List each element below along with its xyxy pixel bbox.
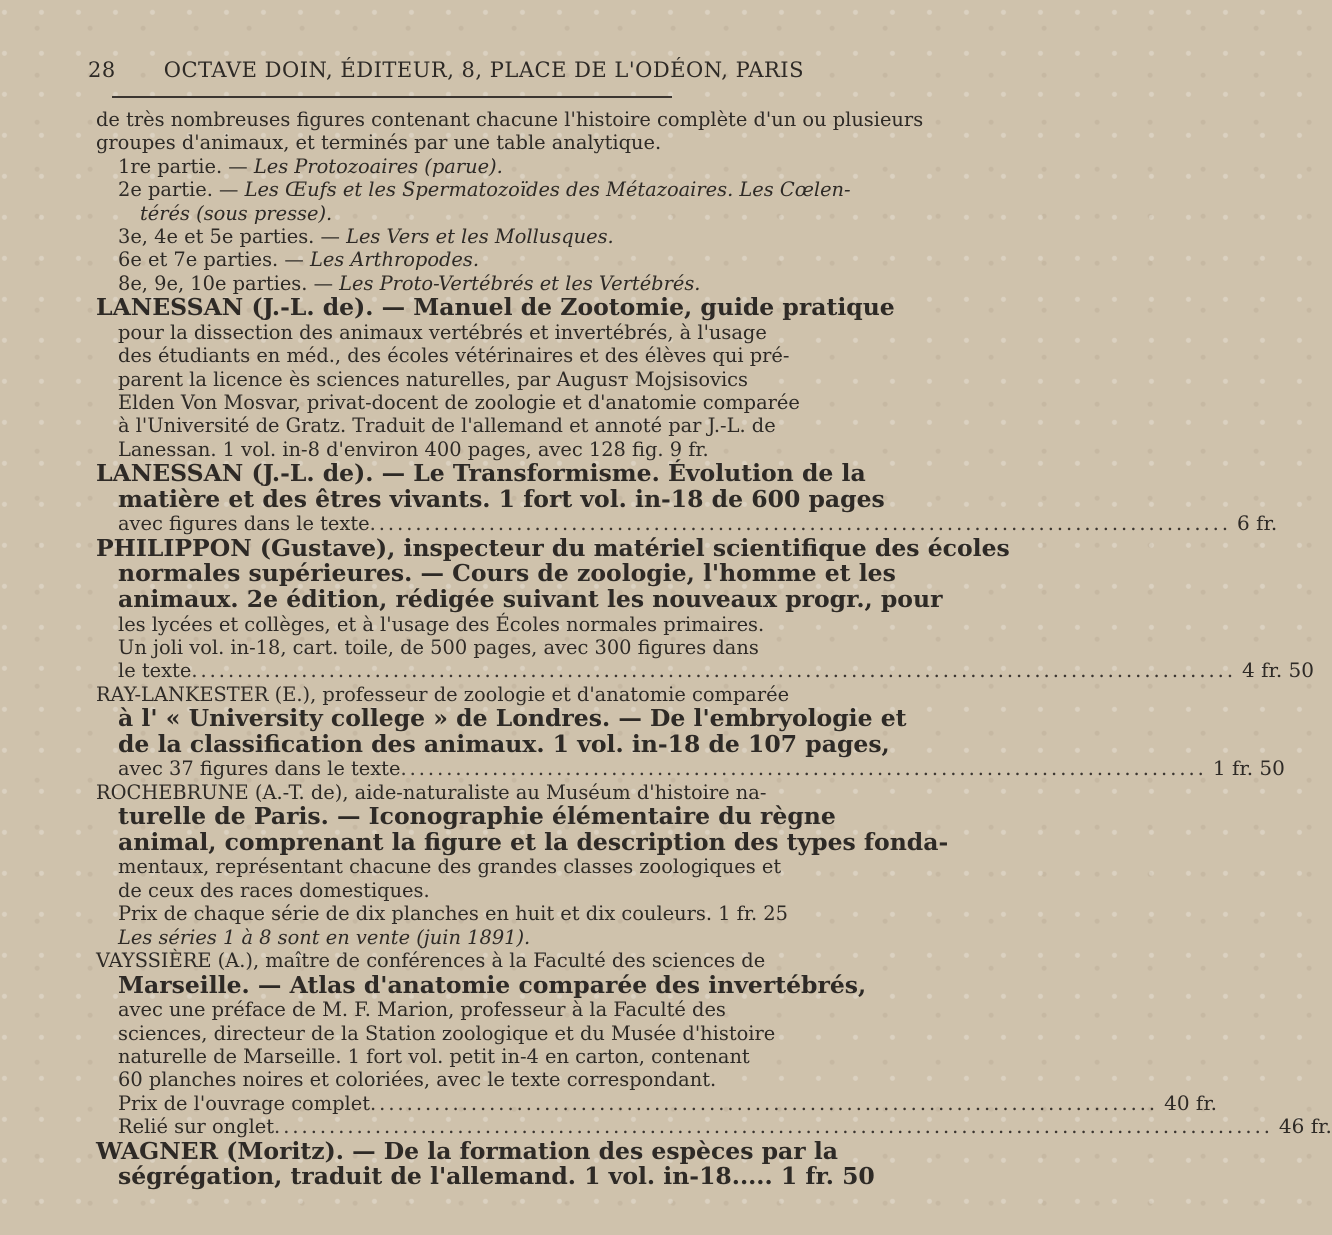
leader-dots: ............................................................................................................. bbox=[274, 1115, 1273, 1139]
price: 4 fr. 50 bbox=[1241, 658, 1314, 683]
entry-line: avec une préface de M. F. Marion, professeur à la Faculté des bbox=[118, 998, 726, 1022]
entry-line: de la classification des animaux. 1 vol. in-18 de 107 pages, bbox=[118, 729, 890, 758]
leader-dots: ........................................................................................ bbox=[400, 757, 1207, 781]
page-header bbox=[88, 58, 804, 82]
entry-line: les lycées et collèges, et à l'usage des Écoles normales primaires. bbox=[118, 612, 765, 636]
part-line: 1re partie. — Les Protozoaires (parue). bbox=[118, 154, 503, 178]
entry-line: Lanessan. 1 vol. in-8 d'environ 400 pages, avec 128 fig. 9 fr. bbox=[118, 437, 709, 461]
price-label: Relié sur onglet bbox=[118, 1115, 275, 1139]
entry-line: pour la dissection des animaux vertébrés et invertébrés, à l'usage bbox=[118, 320, 767, 344]
price-line bbox=[96, 1090, 1218, 1115]
entry-line: Marseille. — Atlas d'anatomie comparée des invertébrés, bbox=[118, 970, 867, 999]
price: 46 fr. bbox=[1278, 1114, 1332, 1139]
price-line bbox=[96, 756, 1285, 781]
entry-line: Elden Von Mosvar, privat-docent de zoologie et d'anatomie comparée bbox=[118, 391, 800, 415]
entry-heading: VAYSSIÈRE (A.), maître de conférences à la Faculté des sciences de bbox=[96, 949, 766, 973]
price-line bbox=[96, 511, 1278, 536]
catalog-body bbox=[96, 108, 1332, 1191]
entry-line: des étudiants en méd., des écoles vétérinaires et des élèves qui pré- bbox=[118, 344, 790, 368]
leader-dots: .................................................................................................................. bbox=[191, 659, 1236, 683]
entry-line: Un joli vol. in-18, cart. toile, de 500 pages, avec 300 figures dans bbox=[118, 636, 759, 660]
part-line: 8e, 9e, 10e parties. — Les Proto-Vertébrés et les Vertébrés. bbox=[118, 271, 701, 295]
entry-line: parent la licence ès sciences naturelles, par Augusт Mojsisovics bbox=[118, 367, 748, 391]
price-line bbox=[96, 658, 1314, 683]
part-line: 6e et 7e parties. — Les Arthropodes. bbox=[118, 248, 479, 272]
leader-dots: .............................................................................................. bbox=[369, 512, 1231, 536]
intro-line: groupes d'animaux, et terminés par une table analytique. bbox=[96, 131, 662, 155]
entry-line: 60 planches noires et coloriées, avec le texte correspondant. bbox=[118, 1068, 717, 1092]
price-label: le texte bbox=[118, 659, 192, 683]
price: 40 fr. bbox=[1164, 1090, 1218, 1115]
leader-dots: ...................................................................................... bbox=[370, 1091, 1159, 1115]
entry-heading: LANESSAN (J.-L. de). — Manuel de Zootomie, guide pratique bbox=[96, 293, 895, 322]
entry-line: matière et des êtres vivants. 1 fort vol. in-18 de 600 pages bbox=[118, 484, 885, 513]
price-label: Prix de l'ouvrage complet bbox=[118, 1091, 371, 1115]
entry-line: naturelle de Marseille. 1 fort vol. petit in-4 en carton, contenant bbox=[118, 1044, 750, 1068]
entry-line: mentaux, représentant chacune des grandes classes zoologiques et bbox=[118, 855, 782, 879]
entry-heading: LANESSAN (J.-L. de). — Le Transformisme. Évolution de la bbox=[96, 459, 866, 488]
note-line: Les séries 1 à 8 sont en vente (juin 1891). bbox=[118, 925, 531, 949]
entry-heading: WAGNER (Moritz). — De la formation des espèces par la bbox=[96, 1136, 839, 1165]
intro-line: de très nombreuses figures contenant chacune l'histoire complète d'un ou plusieurs bbox=[96, 108, 924, 131]
part-line: 2e partie. — Les Œufs et les Spermatozoïdes des Métazoaires. Les Cœlen- bbox=[118, 178, 851, 202]
price: 6 fr. bbox=[1237, 511, 1278, 536]
entry-line: sciences, directeur de la Station zoologique et du Musée d'histoire bbox=[118, 1021, 776, 1045]
entry-line: de ceux des races domestiques. bbox=[118, 878, 430, 902]
page-number: 28 bbox=[88, 58, 116, 82]
entry-line: à l' « University college » de Londres. — De l'embryologie et bbox=[118, 704, 907, 733]
price: 1 fr. 50 bbox=[1212, 756, 1285, 781]
entry-heading: PHILIPPON (Gustave), inspecteur du matériel scientifique des écoles bbox=[96, 533, 1010, 562]
entry-line: à l'Université de Gratz. Traduit de l'allemand et annoté par J.-L. de bbox=[118, 414, 776, 438]
entry-line: animal, comprenant la figure et la description des types fonda- bbox=[118, 827, 949, 856]
header-rule bbox=[112, 96, 672, 98]
part-line: térés (sous presse). bbox=[140, 201, 333, 225]
price-line bbox=[96, 1114, 1332, 1139]
price-line: Prix de chaque série de dix planches en huit et dix couleurs. 1 fr. 25 bbox=[118, 902, 788, 926]
entry-line: normales supérieures. — Cours de zoologie, l'homme et les bbox=[118, 559, 896, 588]
entry-heading: RAY-LANKESTER (E.), professeur de zoologie et d'anatomie comparée bbox=[96, 682, 790, 706]
price-label: avec figures dans le texte bbox=[118, 512, 370, 536]
running-title: OCTAVE DOIN, ÉDITEUR, 8, PLACE DE L'ODÉON, PARIS bbox=[163, 58, 804, 82]
part-line: 3e, 4e et 5e parties. — Les Vers et les Mollusques. bbox=[118, 225, 614, 249]
entry-line: animaux. 2e édition, rédigée suivant les nouveaux progr., pour bbox=[118, 585, 943, 614]
entry-line: ségrégation, traduit de l'allemand. 1 vol. in-18..... 1 fr. 50 bbox=[118, 1162, 875, 1191]
price-label: avec 37 figures dans le texte bbox=[118, 757, 401, 781]
entry-heading: ROCHEBRUNE (A.-T. de), aide-naturaliste au Muséum d'histoire na- bbox=[96, 780, 767, 804]
entry-line: turelle de Paris. — Iconographie élémentaire du règne bbox=[118, 802, 836, 831]
